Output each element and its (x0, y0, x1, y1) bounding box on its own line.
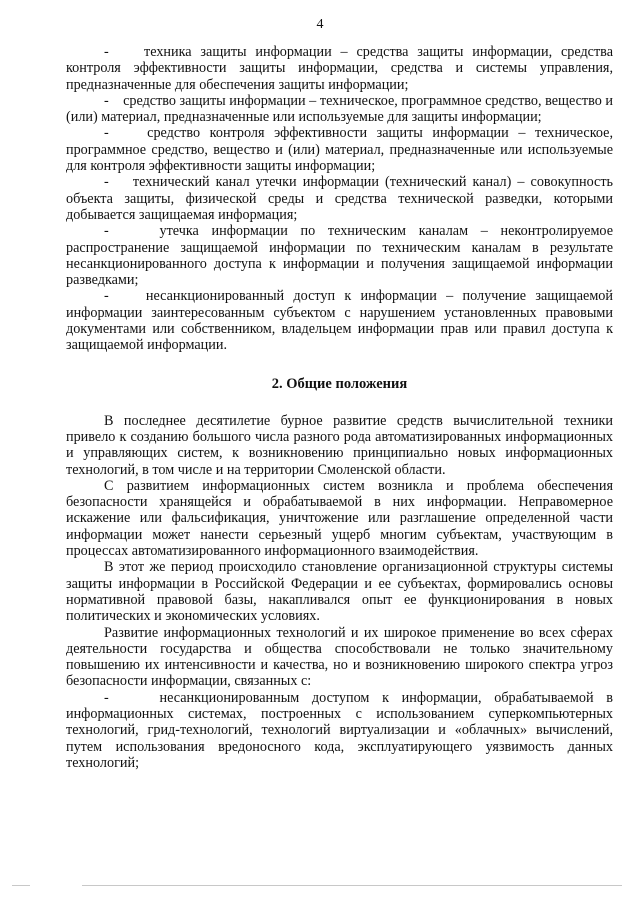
page-number: 4 (316, 17, 324, 32)
list-item: - несанкционированным доступом к информации, обрабатываемой в информационных системах, построенных с использованием суперкомпьютерных технологий, грид-технологий, технологий виртуализации и «облачных» вычислений, путем использования вредоносного кода, эксплуатирующего уязвимость данных технологий; (66, 689, 613, 771)
definition-item: - несанкционированный доступ к информации – получение защищаемой информации заинтересованным субъектом с нарушением установленных правовыми документами или собственником, владельцем информации прав или правил доступа к защищаемой информации. (66, 288, 613, 354)
scan-artifact-line (82, 885, 622, 886)
section-heading: 2. Общие положения (271, 375, 408, 392)
page-content (66, 44, 613, 771)
scan-artifact-line (12, 885, 30, 886)
body-paragraph: Развитие информационных технологий и их широкое применение во всех сферах деятельности государства и общества способствовали не только значительному повышению их интенсивности и качества, но и возникновению широкого спектра угроз безопасности информации, связанных с: (66, 624, 613, 690)
definition-item: - средство контроля эффективности защиты информации – техническое, программное средство, вещество и (или) материал, предназначенные или используемые для контроля эффективности защиты информации; (66, 125, 613, 175)
body-paragraph: В этот же период происходило становление организационной структуры системы защиты информации в Российской Федерации и ее субъектах, формировались основы нормативной правовой базы, накапливался опыт ее функционирования в новых политических и экономических условиях. (66, 559, 613, 625)
definition-item: - технический канал утечки информации (технический канал) – совокупность объекта защиты, физической среды и средства технической разведки, которыми добывается защищаемая информация; (66, 174, 613, 223)
definition-item: - утечка информации по техническим каналам – неконтролируемое распространение защищаемой информации по техническим каналам в результате несанкционированного доступа к информации и получения защищаемой информации разведками; (66, 223, 613, 289)
definition-item: - средство защиты информации – техническое, программное средство, вещество и (или) материал, предназначенные или используемые для защиты информации; (66, 92, 613, 126)
body-paragraph: С развитием информационных систем возникла и проблема обеспечения безопасности хранящейся и обрабатываемой в них информации. Неправомерное искажение или фальсификация, уничтожение или разглашение определенной части информации может нанести серьезный ущерб многим субъектам, участвующим в процессах автоматизированного информационного взаимодействия. (66, 477, 613, 560)
body-paragraph: В последнее десятилетие бурное развитие средств вычислительной техники привело к созданию большого числа разного рода автоматизированных информационных и управляющих систем, к возникновению принципиально новых информационных технологий, в том числе и на территории Смоленской области. (66, 412, 613, 478)
definition-item: - техника защиты информации – средства защиты информации, средства контроля эффективности защиты информации, средства и системы управления, предназначенные для обеспечения защиты информации; (66, 44, 613, 93)
